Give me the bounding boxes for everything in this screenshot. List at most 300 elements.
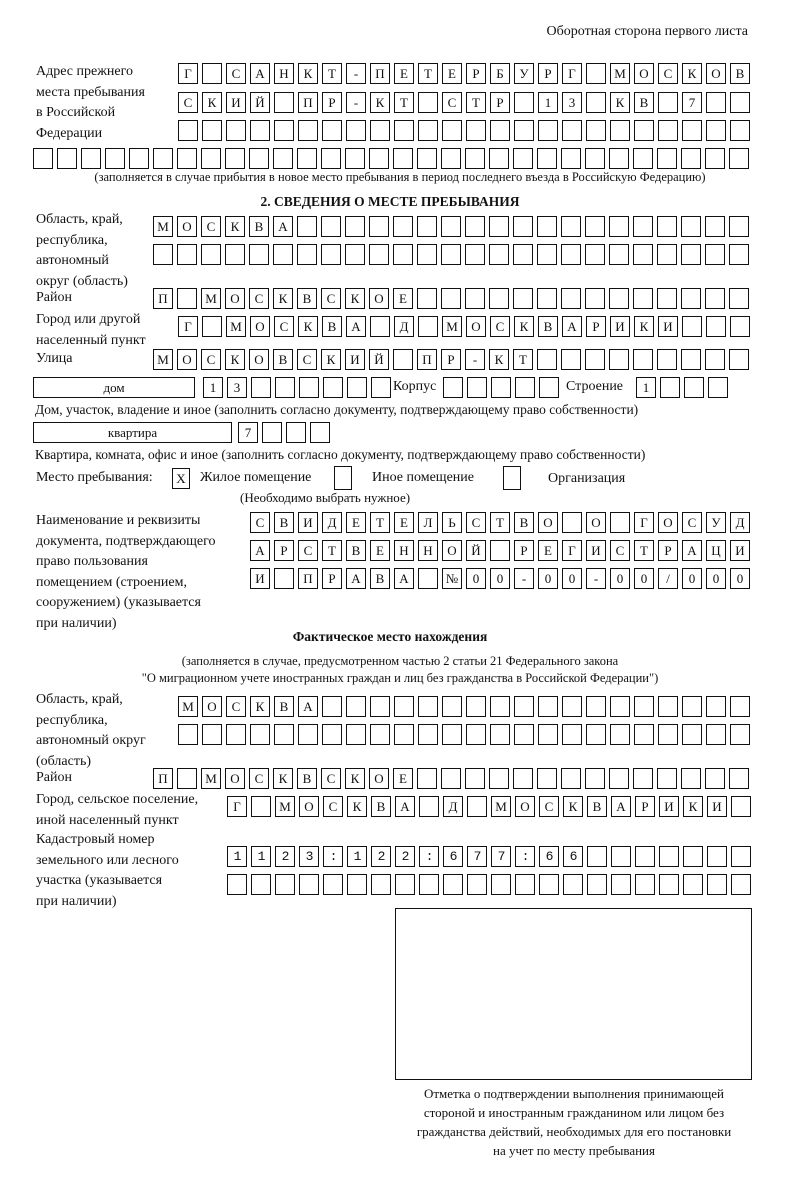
char-cell[interactable]: И xyxy=(730,540,750,561)
char-cell[interactable] xyxy=(537,148,557,169)
char-cell[interactable]: С xyxy=(442,92,462,113)
char-cell[interactable]: 0 xyxy=(682,568,702,589)
char-cell[interactable]: С xyxy=(250,512,270,533)
char-cell[interactable] xyxy=(537,349,557,370)
char-cell[interactable]: О xyxy=(177,216,197,237)
char-cell[interactable] xyxy=(587,874,607,895)
char-cell[interactable]: О xyxy=(634,63,654,84)
char-cell[interactable] xyxy=(586,92,606,113)
char-cell[interactable]: И xyxy=(586,540,606,561)
char-cell[interactable]: С xyxy=(226,696,246,717)
char-cell[interactable]: П xyxy=(153,768,173,789)
char-cell[interactable]: Д xyxy=(730,512,750,533)
stay-option-organization-checkbox[interactable] xyxy=(503,466,521,490)
char-cell[interactable] xyxy=(441,244,461,265)
char-cell[interactable]: В xyxy=(322,316,342,337)
char-cell[interactable] xyxy=(299,377,319,398)
char-cell[interactable] xyxy=(633,148,653,169)
char-cell[interactable]: А xyxy=(250,540,270,561)
char-cell[interactable]: К xyxy=(250,696,270,717)
char-cell[interactable]: К xyxy=(225,216,245,237)
char-cell[interactable] xyxy=(466,696,486,717)
char-cell[interactable]: 3 xyxy=(227,377,247,398)
char-cell[interactable] xyxy=(730,316,750,337)
char-cell[interactable] xyxy=(345,216,365,237)
char-cell[interactable] xyxy=(273,148,293,169)
char-cell[interactable]: П xyxy=(298,92,318,113)
char-cell[interactable]: Н xyxy=(394,540,414,561)
char-cell[interactable] xyxy=(466,724,486,745)
char-cell[interactable] xyxy=(633,288,653,309)
char-cell[interactable] xyxy=(322,724,342,745)
char-cell[interactable]: С xyxy=(298,540,318,561)
char-cell[interactable]: 7 xyxy=(238,422,258,443)
char-cell[interactable] xyxy=(585,148,605,169)
char-cell[interactable] xyxy=(633,349,653,370)
char-cell[interactable] xyxy=(729,349,749,370)
char-cell[interactable]: С xyxy=(201,216,221,237)
char-cell[interactable]: И xyxy=(298,512,318,533)
char-cell[interactable] xyxy=(419,796,439,817)
char-cell[interactable]: И xyxy=(226,92,246,113)
char-cell[interactable] xyxy=(706,724,726,745)
char-cell[interactable] xyxy=(633,216,653,237)
char-cell[interactable] xyxy=(443,874,463,895)
char-cell[interactable] xyxy=(657,288,677,309)
char-cell[interactable] xyxy=(419,874,439,895)
char-cell[interactable] xyxy=(322,696,342,717)
char-cell[interactable]: 1 xyxy=(636,377,656,398)
char-cell[interactable] xyxy=(635,874,655,895)
char-cell[interactable]: Р xyxy=(658,540,678,561)
char-cell[interactable] xyxy=(395,874,415,895)
char-cell[interactable] xyxy=(465,768,485,789)
char-cell[interactable] xyxy=(538,724,558,745)
char-cell[interactable]: Р xyxy=(322,92,342,113)
char-cell[interactable]: А xyxy=(273,216,293,237)
char-cell[interactable] xyxy=(370,724,390,745)
char-cell[interactable] xyxy=(489,244,509,265)
char-cell[interactable]: Б xyxy=(490,63,510,84)
stay-option-other-checkbox[interactable] xyxy=(334,466,352,490)
char-cell[interactable] xyxy=(202,316,222,337)
char-cell[interactable]: 0 xyxy=(706,568,726,589)
char-cell[interactable]: Е xyxy=(442,63,462,84)
char-cell[interactable] xyxy=(610,696,630,717)
char-cell[interactable] xyxy=(250,724,270,745)
char-cell[interactable] xyxy=(226,120,246,141)
char-cell[interactable]: 0 xyxy=(634,568,654,589)
char-cell[interactable] xyxy=(371,377,391,398)
char-cell[interactable] xyxy=(489,216,509,237)
char-cell[interactable]: 3 xyxy=(562,92,582,113)
char-cell[interactable] xyxy=(706,696,726,717)
char-cell[interactable] xyxy=(441,216,461,237)
char-cell[interactable] xyxy=(585,768,605,789)
char-cell[interactable]: Т xyxy=(322,540,342,561)
char-cell[interactable] xyxy=(681,288,701,309)
char-cell[interactable] xyxy=(490,120,510,141)
char-cell[interactable] xyxy=(729,148,749,169)
char-cell[interactable]: Е xyxy=(538,540,558,561)
char-cell[interactable] xyxy=(729,244,749,265)
char-cell[interactable] xyxy=(609,288,629,309)
char-cell[interactable]: Р xyxy=(635,796,655,817)
char-cell[interactable] xyxy=(514,724,534,745)
char-cell[interactable]: О xyxy=(586,512,606,533)
char-cell[interactable]: / xyxy=(658,568,678,589)
char-cell[interactable]: Т xyxy=(490,512,510,533)
char-cell[interactable]: С xyxy=(490,316,510,337)
char-cell[interactable] xyxy=(705,349,725,370)
char-cell[interactable]: О xyxy=(202,696,222,717)
char-cell[interactable] xyxy=(249,148,269,169)
char-cell[interactable] xyxy=(657,244,677,265)
char-cell[interactable] xyxy=(250,120,270,141)
char-cell[interactable] xyxy=(562,120,582,141)
char-cell[interactable] xyxy=(513,768,533,789)
char-cell[interactable]: М xyxy=(610,63,630,84)
char-cell[interactable]: Д xyxy=(443,796,463,817)
char-cell[interactable] xyxy=(731,796,751,817)
char-cell[interactable] xyxy=(466,120,486,141)
char-cell[interactable]: Й xyxy=(466,540,486,561)
char-cell[interactable]: К xyxy=(345,288,365,309)
char-cell[interactable] xyxy=(538,696,558,717)
char-cell[interactable]: В xyxy=(274,512,294,533)
char-cell[interactable] xyxy=(585,288,605,309)
char-cell[interactable]: К xyxy=(514,316,534,337)
char-cell[interactable] xyxy=(442,724,462,745)
char-cell[interactable]: С xyxy=(321,288,341,309)
char-cell[interactable]: И xyxy=(610,316,630,337)
char-cell[interactable] xyxy=(153,148,173,169)
char-cell[interactable] xyxy=(633,244,653,265)
char-cell[interactable]: М xyxy=(201,768,221,789)
char-cell[interactable]: К xyxy=(273,768,293,789)
char-cell[interactable]: О xyxy=(299,796,319,817)
char-cell[interactable] xyxy=(202,63,222,84)
char-cell[interactable] xyxy=(705,216,725,237)
char-cell[interactable] xyxy=(225,244,245,265)
char-cell[interactable]: О xyxy=(225,768,245,789)
char-cell[interactable] xyxy=(730,120,750,141)
char-cell[interactable]: 7 xyxy=(682,92,702,113)
char-cell[interactable]: О xyxy=(177,349,197,370)
char-cell[interactable] xyxy=(684,377,704,398)
char-cell[interactable] xyxy=(730,92,750,113)
char-cell[interactable] xyxy=(251,796,271,817)
char-cell[interactable]: С xyxy=(274,316,294,337)
char-cell[interactable] xyxy=(370,316,390,337)
char-cell[interactable] xyxy=(491,874,511,895)
flat-type-field[interactable]: квартира xyxy=(33,422,232,443)
char-cell[interactable]: Л xyxy=(418,512,438,533)
char-cell[interactable] xyxy=(394,696,414,717)
char-cell[interactable]: В xyxy=(514,512,534,533)
char-cell[interactable] xyxy=(609,349,629,370)
char-cell[interactable] xyxy=(708,377,728,398)
char-cell[interactable]: М xyxy=(153,216,173,237)
char-cell[interactable] xyxy=(347,377,367,398)
char-cell[interactable] xyxy=(441,148,461,169)
char-cell[interactable] xyxy=(417,288,437,309)
char-cell[interactable]: С xyxy=(178,92,198,113)
char-cell[interactable] xyxy=(323,874,343,895)
char-cell[interactable] xyxy=(657,768,677,789)
char-cell[interactable]: В xyxy=(587,796,607,817)
char-cell[interactable]: Г xyxy=(562,63,582,84)
char-cell[interactable]: П xyxy=(298,568,318,589)
char-cell[interactable]: В xyxy=(273,349,293,370)
char-cell[interactable] xyxy=(563,874,583,895)
char-cell[interactable]: С xyxy=(539,796,559,817)
char-cell[interactable] xyxy=(586,696,606,717)
char-cell[interactable] xyxy=(153,244,173,265)
char-cell[interactable] xyxy=(393,216,413,237)
char-cell[interactable] xyxy=(681,349,701,370)
char-cell[interactable] xyxy=(562,696,582,717)
char-cell[interactable] xyxy=(347,874,367,895)
char-cell[interactable] xyxy=(658,696,678,717)
char-cell[interactable] xyxy=(346,696,366,717)
char-cell[interactable] xyxy=(226,724,246,745)
char-cell[interactable] xyxy=(394,724,414,745)
char-cell[interactable] xyxy=(610,512,630,533)
char-cell[interactable]: А xyxy=(250,63,270,84)
char-cell[interactable]: 1 xyxy=(203,377,223,398)
char-cell[interactable] xyxy=(513,216,533,237)
char-cell[interactable] xyxy=(706,92,726,113)
char-cell[interactable]: С xyxy=(201,349,221,370)
char-cell[interactable] xyxy=(537,216,557,237)
char-cell[interactable]: К xyxy=(563,796,583,817)
char-cell[interactable] xyxy=(467,796,487,817)
char-cell[interactable]: И xyxy=(658,316,678,337)
char-cell[interactable]: А xyxy=(682,540,702,561)
char-cell[interactable]: К xyxy=(345,768,365,789)
char-cell[interactable] xyxy=(310,422,330,443)
char-cell[interactable] xyxy=(467,377,487,398)
char-cell[interactable] xyxy=(262,422,282,443)
char-cell[interactable] xyxy=(201,148,221,169)
char-cell[interactable] xyxy=(417,244,437,265)
char-cell[interactable]: О xyxy=(225,288,245,309)
char-cell[interactable] xyxy=(682,316,702,337)
char-cell[interactable]: - xyxy=(586,568,606,589)
char-cell[interactable]: М xyxy=(275,796,295,817)
char-cell[interactable]: О xyxy=(706,63,726,84)
char-cell[interactable] xyxy=(561,148,581,169)
char-cell[interactable]: - xyxy=(465,349,485,370)
char-cell[interactable] xyxy=(465,148,485,169)
char-cell[interactable] xyxy=(489,768,509,789)
char-cell[interactable] xyxy=(321,244,341,265)
char-cell[interactable] xyxy=(251,874,271,895)
char-cell[interactable] xyxy=(706,316,726,337)
char-cell[interactable] xyxy=(443,377,463,398)
char-cell[interactable] xyxy=(705,244,725,265)
char-cell[interactable] xyxy=(586,724,606,745)
char-cell[interactable] xyxy=(418,92,438,113)
char-cell[interactable] xyxy=(682,120,702,141)
char-cell[interactable]: М xyxy=(226,316,246,337)
char-cell[interactable] xyxy=(681,216,701,237)
char-cell[interactable] xyxy=(417,216,437,237)
char-cell[interactable] xyxy=(274,724,294,745)
char-cell[interactable]: К xyxy=(682,63,702,84)
char-cell[interactable]: М xyxy=(178,696,198,717)
char-cell[interactable]: 0 xyxy=(562,568,582,589)
char-cell[interactable] xyxy=(275,377,295,398)
char-cell[interactable]: В xyxy=(297,288,317,309)
char-cell[interactable] xyxy=(178,120,198,141)
char-cell[interactable]: К xyxy=(370,92,390,113)
char-cell[interactable] xyxy=(514,92,534,113)
char-cell[interactable] xyxy=(274,120,294,141)
char-cell[interactable]: 0 xyxy=(490,568,510,589)
char-cell[interactable] xyxy=(513,148,533,169)
char-cell[interactable] xyxy=(610,724,630,745)
char-cell[interactable] xyxy=(585,349,605,370)
char-cell[interactable]: Р xyxy=(586,316,606,337)
char-cell[interactable] xyxy=(393,349,413,370)
char-cell[interactable]: С xyxy=(658,63,678,84)
char-cell[interactable] xyxy=(370,696,390,717)
char-cell[interactable] xyxy=(706,120,726,141)
char-cell[interactable]: В xyxy=(274,696,294,717)
char-cell[interactable] xyxy=(418,120,438,141)
char-cell[interactable] xyxy=(537,244,557,265)
char-cell[interactable] xyxy=(729,216,749,237)
stay-option-residential-checkbox[interactable]: Х xyxy=(172,468,190,489)
char-cell[interactable]: С xyxy=(323,796,343,817)
char-cell[interactable]: О xyxy=(466,316,486,337)
char-cell[interactable]: - xyxy=(514,568,534,589)
char-cell[interactable]: А xyxy=(346,568,366,589)
char-cell[interactable] xyxy=(681,768,701,789)
char-cell[interactable] xyxy=(681,244,701,265)
char-cell[interactable] xyxy=(394,120,414,141)
char-cell[interactable] xyxy=(105,148,125,169)
char-cell[interactable] xyxy=(537,288,557,309)
char-cell[interactable] xyxy=(297,148,317,169)
char-cell[interactable]: В xyxy=(249,216,269,237)
char-cell[interactable]: П xyxy=(370,63,390,84)
char-cell[interactable] xyxy=(441,288,461,309)
char-cell[interactable] xyxy=(681,148,701,169)
char-cell[interactable] xyxy=(609,148,629,169)
char-cell[interactable] xyxy=(33,148,53,169)
char-cell[interactable]: С xyxy=(682,512,702,533)
char-cell[interactable] xyxy=(634,120,654,141)
char-cell[interactable]: П xyxy=(417,349,437,370)
char-cell[interactable]: Е xyxy=(394,512,414,533)
char-cell[interactable]: С xyxy=(226,63,246,84)
char-cell[interactable] xyxy=(658,724,678,745)
char-cell[interactable] xyxy=(286,422,306,443)
char-cell[interactable]: Т xyxy=(466,92,486,113)
char-cell[interactable] xyxy=(611,874,631,895)
char-cell[interactable] xyxy=(177,768,197,789)
char-cell[interactable]: Т xyxy=(322,63,342,84)
char-cell[interactable] xyxy=(657,148,677,169)
char-cell[interactable] xyxy=(178,724,198,745)
char-cell[interactable] xyxy=(249,244,269,265)
char-cell[interactable] xyxy=(490,724,510,745)
char-cell[interactable] xyxy=(634,696,654,717)
char-cell[interactable] xyxy=(514,120,534,141)
char-cell[interactable] xyxy=(345,244,365,265)
house-type-field[interactable]: дом xyxy=(33,377,195,398)
char-cell[interactable] xyxy=(539,377,559,398)
char-cell[interactable]: К xyxy=(225,349,245,370)
char-cell[interactable]: С xyxy=(249,288,269,309)
char-cell[interactable]: № xyxy=(442,568,462,589)
char-cell[interactable]: О xyxy=(369,768,389,789)
char-cell[interactable]: В xyxy=(370,568,390,589)
char-cell[interactable] xyxy=(467,874,487,895)
char-cell[interactable] xyxy=(561,768,581,789)
char-cell[interactable] xyxy=(177,288,197,309)
char-cell[interactable] xyxy=(538,120,558,141)
char-cell[interactable]: М xyxy=(442,316,462,337)
char-cell[interactable] xyxy=(274,568,294,589)
char-cell[interactable]: А xyxy=(394,568,414,589)
char-cell[interactable] xyxy=(371,874,391,895)
char-cell[interactable]: П xyxy=(153,288,173,309)
char-cell[interactable] xyxy=(442,120,462,141)
char-cell[interactable] xyxy=(418,568,438,589)
char-cell[interactable]: У xyxy=(706,512,726,533)
char-cell[interactable]: С xyxy=(297,349,317,370)
char-cell[interactable] xyxy=(705,288,725,309)
char-cell[interactable] xyxy=(729,288,749,309)
char-cell[interactable] xyxy=(731,874,751,895)
char-cell[interactable]: А xyxy=(611,796,631,817)
char-cell[interactable] xyxy=(609,244,629,265)
char-cell[interactable]: Г xyxy=(634,512,654,533)
char-cell[interactable]: Ц xyxy=(706,540,726,561)
char-cell[interactable] xyxy=(274,92,294,113)
char-cell[interactable] xyxy=(561,216,581,237)
char-cell[interactable]: О xyxy=(515,796,535,817)
char-cell[interactable] xyxy=(683,874,703,895)
char-cell[interactable] xyxy=(585,244,605,265)
char-cell[interactable] xyxy=(275,874,295,895)
char-cell[interactable] xyxy=(705,148,725,169)
char-cell[interactable]: А xyxy=(346,316,366,337)
char-cell[interactable] xyxy=(299,874,319,895)
char-cell[interactable] xyxy=(657,349,677,370)
char-cell[interactable] xyxy=(490,540,510,561)
char-cell[interactable]: К xyxy=(489,349,509,370)
char-cell[interactable]: Т xyxy=(418,63,438,84)
char-cell[interactable]: А xyxy=(395,796,415,817)
char-cell[interactable] xyxy=(657,216,677,237)
char-cell[interactable] xyxy=(515,377,535,398)
char-cell[interactable] xyxy=(393,244,413,265)
char-cell[interactable]: В xyxy=(371,796,391,817)
char-cell[interactable]: Д xyxy=(394,316,414,337)
char-cell[interactable] xyxy=(418,696,438,717)
char-cell[interactable]: В xyxy=(538,316,558,337)
char-cell[interactable] xyxy=(609,768,629,789)
char-cell[interactable] xyxy=(514,696,534,717)
char-cell[interactable] xyxy=(417,768,437,789)
char-cell[interactable] xyxy=(202,724,222,745)
char-cell[interactable]: - xyxy=(346,63,366,84)
